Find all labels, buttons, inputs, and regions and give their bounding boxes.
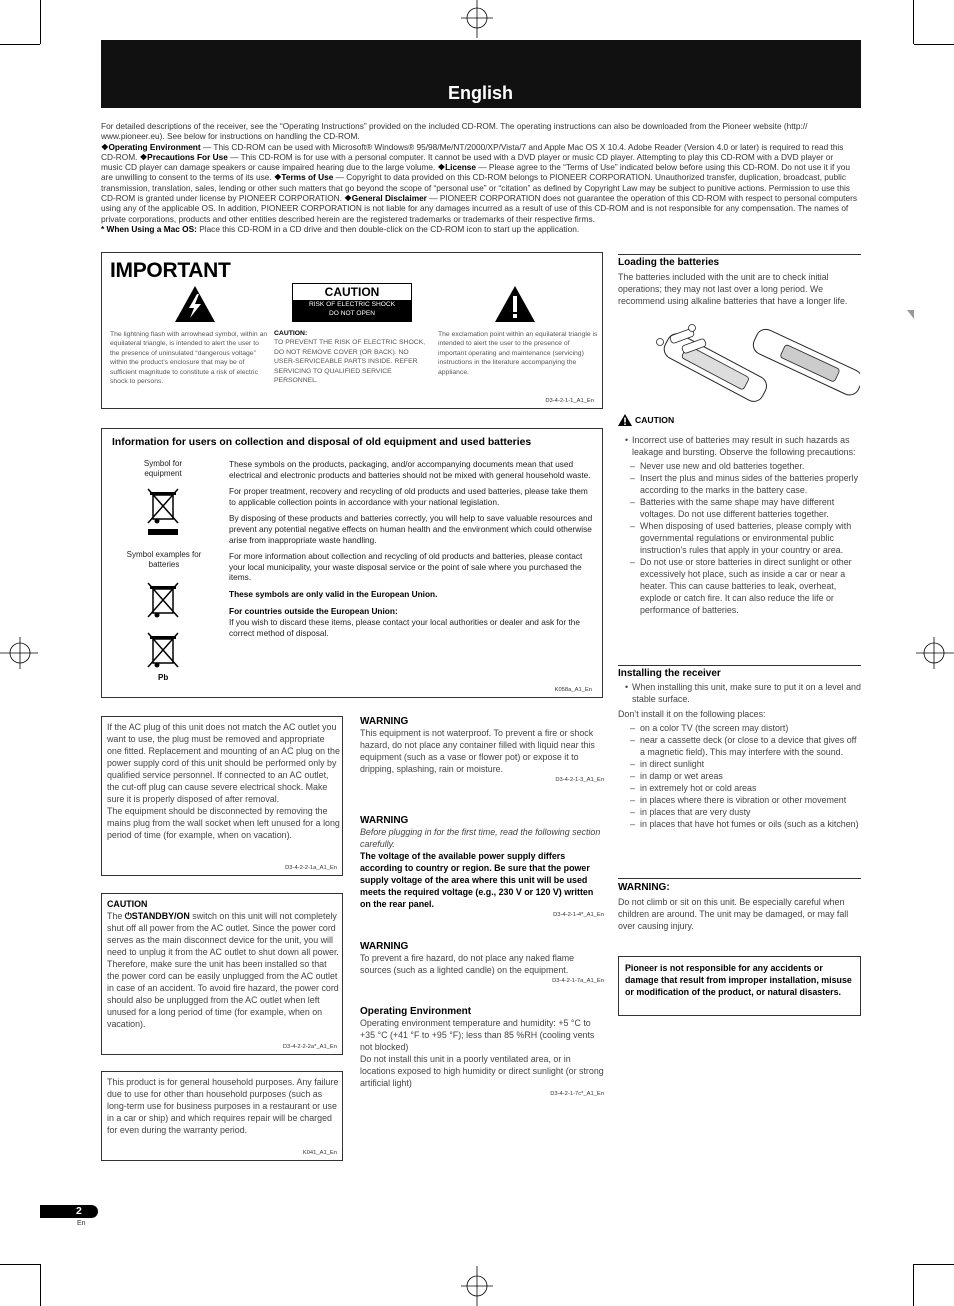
warning1-title: WARNING [360,716,409,727]
op-env-text2: Do not install this unit in a poorly ventilated area, or in locations exposed to high humidity or direct sunlight (or strong artificial light) [360,1054,604,1088]
disposal-box [101,428,603,698]
standby-on-label: ⏻STANDBY/ON [124,911,190,921]
important-code: D3-4-2-1-1_A1_En [545,398,594,404]
crossed-bin-battery-pb-icon [146,631,180,671]
disposal-code: K058a_A1_En [554,687,592,693]
crossed-bin-battery-icon [146,581,180,621]
disposal-text [229,459,595,644]
list-item: – in places that are very dusty [618,806,861,818]
disposal-p5: These symbols are only valid in the European Union. [229,588,438,599]
caution-sub-box [292,300,412,322]
terms-label: ❖Terms of Use [273,172,334,183]
list-item: – Batteries with the same shape may have different voltages. Do not use different batteries together. [618,496,861,520]
mac-paragraph [101,224,857,234]
language-title: English [447,83,513,103]
divider [618,254,861,255]
battery-caution-bullet: • Incorrect use of batteries may result in such hazards as leakage and bursting. Observe the following precautions: [618,434,861,458]
list-item: – in places where there is vibration or other movement [618,794,861,806]
pioneer-disclaimer-box [618,956,861,1016]
warning2-bold: The voltage of the available power supply differs according to country or region. Be sure that the power supply voltage of the area where this unit will be used meets the required voltage (e.g., 230 V or 120 V) written on the rear panel. [360,851,594,909]
warning2-title: WARNING [360,815,409,826]
pb-label: Pb [158,673,169,682]
symbol-equipment-label: Symbol for equipment [143,459,183,478]
list-item: – in direct sunlight [618,758,861,770]
lightning-warning-icon [174,285,216,323]
disposal-p3: By disposing of these products and batteries correctly, you will help to save valuable resources and prevent any potential negative effects on human health and the environment which could otherwise arise from inappropriate waste handling. [229,513,593,545]
installing-bullet-list [618,681,861,705]
warning3-title: WARNING [360,941,409,952]
crop-mark [913,0,914,44]
divider [618,665,861,666]
list-item: – Do not use or store batteries in direct sunlight or other excessively hot place, such as inside a car or near a heater. This can cause batteries to leak, overheat, explode or catch fire. It can also reduce the life or performance of batteries. [618,556,861,616]
warning2-code: D3-4-2-1-4*_A1_En [553,912,604,918]
intro-text [101,121,857,234]
crop-mark [914,44,954,45]
symbol-batteries-label: Symbol examples for batteries [126,550,202,569]
op-env-title: Operating Environment [360,1006,472,1017]
license-text: — Please agree to the “Terms of Use” indicated below before using this CD-ROM. Do not use it if you are unwilling to consent to the terms of its use. [101,162,851,183]
disclaimer-text: — PIONEER CORPORATION does not guarantee the operation of this CD-ROM with respect to personal computers using any of the applicable OS. In addition, PIONEER CORPORATION is not liable for any damages incurred as a result of use of this CD-ROM and is not responsible for any compensation. The names of private corporations, products and other entities described herein are the registered trademarks or trademarks of their respective firms. [101,193,857,224]
ac-plug-box [101,716,343,876]
crop-mark [0,1264,40,1265]
disposal-p4: For more information about collection and recycling of old products and batteries, please contact your local municipality, your waste disposal service or the point of sale where you purchased the items. [229,551,583,583]
list-item: – Insert the plus and minus sides of the batteries properly according to the marks in the battery case. [618,472,861,496]
standby-main-text: switch on this unit will not completely shut off all power from the AC outlet. Since the power cord serves as the main disconnect device for the unit, you will need to unplug it from the AC outlet to shut down all power. Therefore, make sure the unit has been installed so that the power cord can be easily unplugged from the AC outlet in case of an accident. To avoid fire hazard, the power cord should also be unplugged from the AC outlet when left unused for a long period of time (for example, when on vacation). [107,911,339,1029]
ac-plug-text2: The equipment should be disconnected by removing the mains plug from the wall socket when left unused for a long period of time (for example, when on vacation). [107,806,340,840]
page-language: En [77,1220,86,1227]
installing-title: Installing the receiver [618,668,721,679]
crop-mark [40,1264,41,1306]
installing-section [618,668,861,830]
crop-mark [40,0,41,44]
list-item: – in damp or wet areas [618,770,861,782]
list-item: – in extremely hot or cold areas [618,782,861,794]
crop-mark [914,1264,954,1265]
warning1-text: This equipment is not waterproof. To prevent a fire or shock hazard, do not place any container filled with liquid near this equipment (such as a vase or flower pot) or expose it to dripping, splashing, rain or moisture. [360,728,595,774]
battery-precautions-list [618,460,861,616]
warning4-text: Do not climb or sit on this unit. Be especially careful when children are around. The unit may be damaged, or may fall over causing injury. [618,897,849,931]
registration-mark-top [457,0,497,40]
standby-pre: The [107,911,125,921]
caution-desc-title: CAUTION: [274,330,308,337]
registration-mark-right [914,633,954,673]
list-item: – near a cassette deck (or close to a device that gives off a magnetic field). This may interfere with the sound. [618,734,861,758]
op-env-text: — This CD-ROM can be used with Microsoft® Windows® 95/98/Me/NT/2000/XP/Vista/7 and Apple Mac OS X 10.4. Adobe Reader (Version 4.0 or later) is required to read this CD-ROM. [101,141,844,162]
pioneer-disclaimer-text: Pioneer is not responsible for any accidents or damage that result from improper installation, misuse or modification of the product, or natural disasters. [625,963,852,997]
disposal-title: Information for users on collection and disposal of old equipment and used batteries [112,437,532,448]
caution-label: CAUTION [292,283,412,301]
crossed-bin-icon [146,487,180,537]
battery-caution-title: CAUTION [635,415,675,425]
household-text: This product is for general household purposes. Any failure due to use for other than household purposes (such as long-term use for business purposes in a restaurant or use in a car or ship) and which requires repair will be charged for even during the warranty period. [107,1077,339,1135]
warning1-code: D3-4-2-1-3_A1_En [555,777,604,783]
precautions-text: — This CD-ROM is for use with a personal computer. It cannot be used with a DVD player or music CD player. Attempting to play this CD-ROM with a DVD player or music CD player can damage speakers or cause impaired hearing due to the large volume. [101,151,834,173]
arrow-marker-icon [907,310,914,319]
installing-places-list [618,722,861,830]
disposal-p6: For countries outside the European Union: [229,605,398,616]
climb-warning-section [618,882,861,932]
warning2-italic: Before plugging in for the first time, read the following section carefully. [360,827,601,849]
exclamation-warning-icon [494,285,536,323]
loading-batteries-section [618,257,861,307]
ac-plug-code: D3-4-2-2-1a_A1_En [285,865,337,871]
mac-text: Place this CD-ROM in a CD drive and then double-click on the CD-ROM icon to start up the application. [196,223,580,234]
precautions-label: ❖Precautions For Use [139,151,228,162]
list-item: – in places that have hot fumes or oils (such as a kitchen) [618,818,861,830]
list-item: – on a color TV (the screen may distort) [618,722,861,734]
standby-body [107,910,341,1030]
crop-mark [913,1264,914,1306]
list-item: – When disposing of used batteries, please comply with governmental regulations or environmental public instruction’s rules that apply in your country or area. [618,520,861,556]
page-number: 2 [76,1205,82,1217]
household-box [101,1071,343,1161]
installing-bullet: • When installing this unit, make sure to put it on a level and stable surface. [618,681,861,705]
disposal-p1: These symbols on the products, packaging, and/or accompanying documents mean that used electrical and electronic products and batteries should not be mixed with general household waste. [229,459,591,480]
caution-desc-text: TO PREVENT THE RISK OF ELECTRIC SHOCK, DO NOT REMOVE COVER (OR BACK). NO USER-SERVICEABLE PARTS INSIDE. REFER SERVICING TO QUALIFIED SERVICE PERSONNEL. [274,339,426,385]
remote-battery-illustration [650,322,860,402]
ac-plug-text1: If the AC plug of this unit does not match the AC outlet you want to use, the plug must be removed and appropriate one fitted. Replacement and mounting of an AC plug on the power supply cord of this unit should be performed only by qualified service personnel. If connected to an AC outlet, the cut-off plug can cause severe electrical shock. Make sure it is properly disposed of after removal. [107,722,340,804]
important-title: IMPORTANT [110,259,231,282]
standby-code: D3-4-2-2-2a*_A1_En [282,1044,337,1050]
warning-voltage-section [360,815,604,918]
exclamation-description: The exclamation point within an equilateral triangle is intended to alert the user to the presence of important operating and maintenance (servicing) instructions in the literature accompanying the appliance. [438,331,598,376]
disposal-p2: For proper treatment, recovery and recycling of old products and used batteries, please take them to applicable collection points in accordance with your national legislation. [229,486,588,507]
batteries-title: Loading the batteries [618,257,720,268]
warning3-code: D3-4-2-1-7a_A1_En [552,978,604,984]
warning3-text: To prevent a fire hazard, do not place any naked flame sources (such as a lighted candle) on the equipment. [360,953,575,975]
lightning-description: The lightning flash with arrowhead symbol, within an equilateral triangle, is intended to alert the user to the presence of uninsulated “dangerous voltage” within the product’s enclosure that may be of sufficient magnitude to constitute a risk of electric shock to persons. [110,331,268,386]
warning-flame-section [360,941,604,984]
standby-title: CAUTION [107,899,148,909]
header-bar [101,40,861,108]
registration-mark-bottom [457,1266,497,1306]
op-env-code: D3-4-2-1-7c*_A1_En [550,1091,604,1097]
caution-sub1: RISK OF ELECTRIC SHOCK [308,301,396,308]
list-item: – Never use new and old batteries together. [618,460,861,472]
page-number-tab [40,1205,98,1218]
household-code: K041_A1_En [302,1150,337,1156]
caution-description [274,329,426,385]
warning4-title: WARNING: [618,882,670,893]
op-env-text1: Operating environment temperature and humidity: +5 °C to +35 °C (+41 °F to +95 °F); less than 85 %RH (cooling vents not blocked) [360,1018,595,1052]
standby-caution-box [101,893,343,1055]
installing-lead: Don’t install it on the following places: [618,709,766,719]
disposal-p7: If you wish to discard these items, please contact your local authorities or dealer and ask for the correct method of disposal. [229,617,580,638]
divider [618,878,861,879]
terms-text: — Copyright to data provided on this CD-ROM belongs to PIONEER CORPORATION. Unauthorized transfer, duplication, broadcast, public transmission, translation, sales, lending or other such matters that go beyond the scope of “personal use” or “citation” as defined by Copyright Law may be subject to punitive actions. Permission to use this CD-ROM is granted under license by PIONEER CORPORATION. [101,172,850,204]
ac-plug-text [107,721,341,841]
caution-sub2: DO NOT OPEN [328,310,376,317]
battery-caution-bullet-list [618,434,861,458]
registration-mark-left [0,633,40,673]
warning-water-section [360,716,604,783]
battery-caution-header [618,414,861,426]
caution-triangle-icon [618,414,632,426]
important-box [101,252,603,409]
op-env-label: ❖Operating Environment [101,141,201,152]
crop-mark [0,44,40,45]
standby-text [107,898,341,1030]
license-label: ❖License [437,162,477,173]
mac-label: * When Using a Mac OS: [101,223,197,234]
batteries-text: The batteries included with the unit are to check initial operations; they may not last over a long period. We recommend using alkaline batteries that have a longer life. [618,272,848,306]
intro-line1: For detailed descriptions of the receiver, see the “Operating Instructions” provided on the included CD-ROM. The operating instructions can also be downloaded from the Pioneer website (http:// www.pioneer.eu). See below for instructions on handling the CD-ROM. [101,121,808,142]
battery-caution-section [618,414,861,616]
disclaimer-label: ❖General Disclaimer [344,193,427,204]
intro-paragraph [101,142,857,224]
operating-environment-section [360,1006,604,1097]
